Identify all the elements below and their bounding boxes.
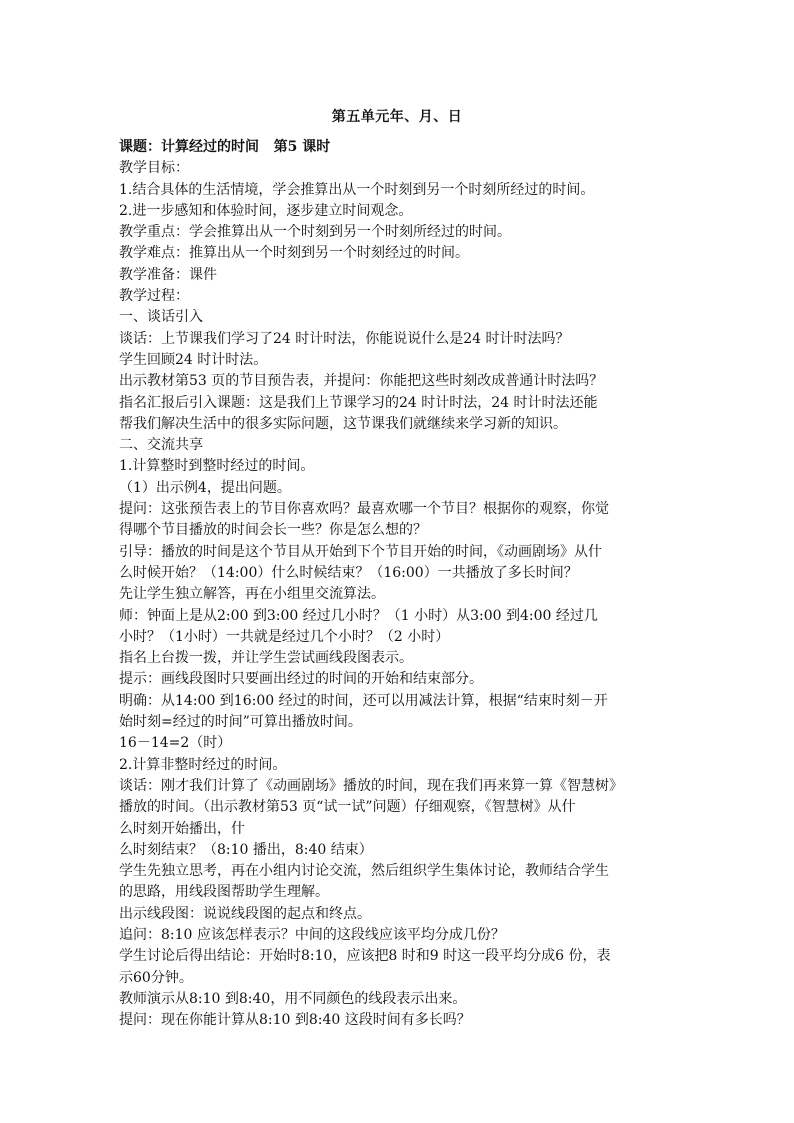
- text-line: 始时刻=经过的时间”可算出播放时间。: [119, 714, 362, 731]
- text-line: 教师演示从8:10 到8:40，用不同颜色的线段表示出来。: [119, 990, 467, 1007]
- text-line: （1）出示例4，提出问题。: [119, 479, 291, 496]
- text-line: 提问：这张预告表上的节目你喜欢吗？最喜欢哪一个节目？根据你的观察，你觉: [119, 501, 609, 518]
- text-line: 得哪个节目播放的时间会长一些？你是怎么想的？: [119, 522, 427, 539]
- text-line: 提问：现在你能计算从8:10 到8:40 这段时间有多长吗？: [119, 1012, 471, 1029]
- text-line: 追问：8:10 应该怎样表示？中间的这段线应该平均分成几份？: [119, 926, 505, 943]
- text-line: 出示线段图：说说线段图的起点和终点。: [119, 905, 371, 922]
- text-line: 帮我们解决生活中的很多实际问题，这节课我们就继续来学习新的知识。: [119, 415, 567, 432]
- text-line: 引导：播放的时间是这个节目从开始到下个节目开始的时间，《动画剧场》从什: [119, 543, 602, 560]
- text-line: 教学难点：推算出从一个时刻到另一个时刻经过的时间。: [119, 245, 469, 262]
- text-line: 学生先独立思考，再在小组内讨论交流，然后组织学生集体讨论，教师结合学生: [119, 863, 609, 880]
- text-line: 先让学生独立解答，再在小组里交流算法。: [119, 586, 385, 603]
- text-line: 么时候开始？（14:00）什么时候结束？（16:00）一共播放了多长时间？: [119, 564, 578, 581]
- text-line: 播放的时间。（出示教材第53 页“试一试”问题）仔细观察，《智慧树》从什: [119, 799, 576, 816]
- document-body: [119, 137, 679, 1031]
- text-line: 师：钟面上是从2:00 到3:00 经过几小时？（1 小时）从3:00 到4:00 经过几: [119, 607, 598, 624]
- text-line: 16－14=2（时）: [119, 735, 232, 752]
- text-line: 教学准备：课件: [119, 266, 217, 283]
- text-line: 提示：画线段图时只要画出经过的时间的开始和结束部分。: [119, 671, 483, 688]
- text-line: 么时刻结束？（8:10 播出，8:40 结束）: [119, 841, 373, 858]
- text-line: 明确：从14:00 到16:00 经过的时间，还可以用减法计算，根据“结束时刻－开: [119, 692, 608, 709]
- text-line: 学生讨论后得出结论：开始时8:10，应该把8 时和9 时这一段平均分成6 份，表: [119, 948, 611, 965]
- text-line: 课题：计算经过的时间 第5 课时: [119, 139, 331, 155]
- text-line: 谈话：上节课我们学习了24 时计时法，你能说说什么是24 时计时法吗？: [119, 330, 570, 347]
- text-line: 1.计算整时到整时经过的时间。: [119, 458, 315, 475]
- text-line: 2.计算非整时经过的时间。: [119, 756, 287, 773]
- text-line: 么时刻开始播出，什: [119, 820, 245, 837]
- text-line: 出示教材第53 页的节目预告表，并提问：你能把这些时刻改成普通计时法吗？: [119, 373, 604, 390]
- text-line: 小时？（1小时）一共就是经过几个小时？（2 小时）: [119, 628, 450, 645]
- text-line: 的思路，用线段图帮助学生理解。: [119, 884, 329, 901]
- text-line: 学生回顾24 时计时法。: [119, 351, 268, 368]
- text-line: 指名上台拨一拨，并让学生尝试画线段图表示。: [119, 650, 413, 667]
- text-line: 谈话：刚才我们计算了《动画剧场》播放的时间，现在我们再来算一算《智慧树》: [119, 777, 623, 794]
- text-line: 教学重点：学会推算出从一个时刻到另一个时刻所经过的时间。: [119, 224, 511, 241]
- text-line: 教学目标：: [119, 160, 189, 177]
- text-line: 二、交流共享: [119, 437, 203, 454]
- text-line: 1.结合具体的生活情境，学会推算出从一个时刻到另一个时刻所经过的时间。: [119, 181, 595, 198]
- text-line: 教学过程：: [119, 288, 189, 305]
- text-line: 示60分钟。: [119, 969, 193, 986]
- text-line: 指名汇报后引入课题：这是我们上节课学习的24 时计时法，24 时计时法还能: [119, 394, 598, 411]
- document-title: 第五单元年、月、日: [331, 109, 463, 125]
- text-line: 一、谈话引入: [119, 309, 203, 326]
- text-line: 2.进一步感知和体验时间，逐步建立时间观念。: [119, 202, 413, 219]
